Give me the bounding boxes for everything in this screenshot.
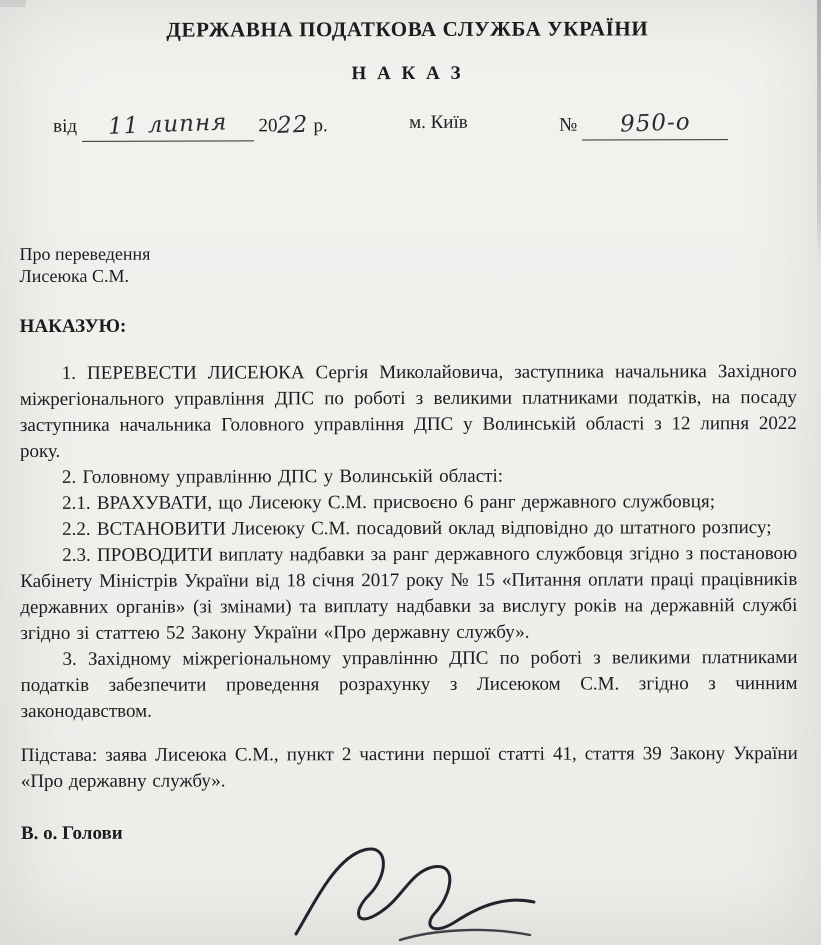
number-sign: № [559,114,578,136]
subject-block [19,241,796,287]
year-printed: 20 [258,115,278,137]
signature-stroke [282,838,552,945]
subject-line: Про переведення [19,243,151,265]
order-heading: НАКАЗУЮ: [19,315,127,338]
number-blank [582,107,728,140]
order-paragraph-2-3: 2.3. ПРОВОДИТИ виплату надбавки за ранг державного службовця згідно з постановою Кабінету Міністрів України від 18 січня 2017 року № 15 «Питання оплати праці працівників державних органів» (зі змінами) та виплату надбавки за вислугу років на державній службі згідно зі статтею 52 Закону України «Про державну службу». [20,542,798,645]
number-handwritten: 950-о [619,109,691,138]
order-paragraph-1: 1. ПЕРЕВЕСТИ ЛИСЕЮКА Сергія Миколайовича, заступника начальника Західного міжрегіонального управління ДПС по роботі з великими платниками податків, на посаду заступника начальника Головного управління ДПС у Волинській області з 12 липня 2022 року. [19,360,797,463]
order-paragraph-3: 3. Західному міжрегіональному управлінню ДПС по роботі з великими платниками податків забезпечити проведення розрахунку з Лисеюком С.М. згідно з чинним законодавством. [20,646,798,723]
date-handwritten: 11 липня [107,109,228,140]
order-number-group [559,107,728,140]
vertical-gap [19,141,796,243]
basis-paragraph: Підстава: заява Лисеюка С.М., пункт 2 частини першої статті 41, стаття 39 Закону України «Про державну службу». [20,742,798,793]
document-header: ДЕРЖАВНА ПОДАТКОВА СЛУЖБА УКРАЇНИ [166,16,649,42]
signer-title: В. о. Голови [20,822,123,845]
order-title: Н А К А З [351,62,464,85]
date-blank [82,108,254,141]
year-suffix: р. [313,115,328,137]
basis-block [21,741,798,795]
date-line [19,107,796,143]
order-paragraph-2-2: 2.2. ВСТАНОВИТИ Лисеюку С.М. посадовий оклад відповідно до штатного розпису; [62,517,772,540]
order-paragraph-2-1: 2.1. ВРАХУВАТИ, що Лисеюку С.М. присвоєно 6 ранг державного службовця; [62,491,715,514]
year-handwritten: 22 [277,111,310,139]
date-prefix: від [53,115,78,137]
city-label: м. Київ [409,111,468,134]
order-paragraph-2: 2. Головному управлінню ДПС у Волинській області: [61,465,504,488]
date-group [53,108,328,142]
subject-line: Лисеюка С.М. [19,265,129,287]
